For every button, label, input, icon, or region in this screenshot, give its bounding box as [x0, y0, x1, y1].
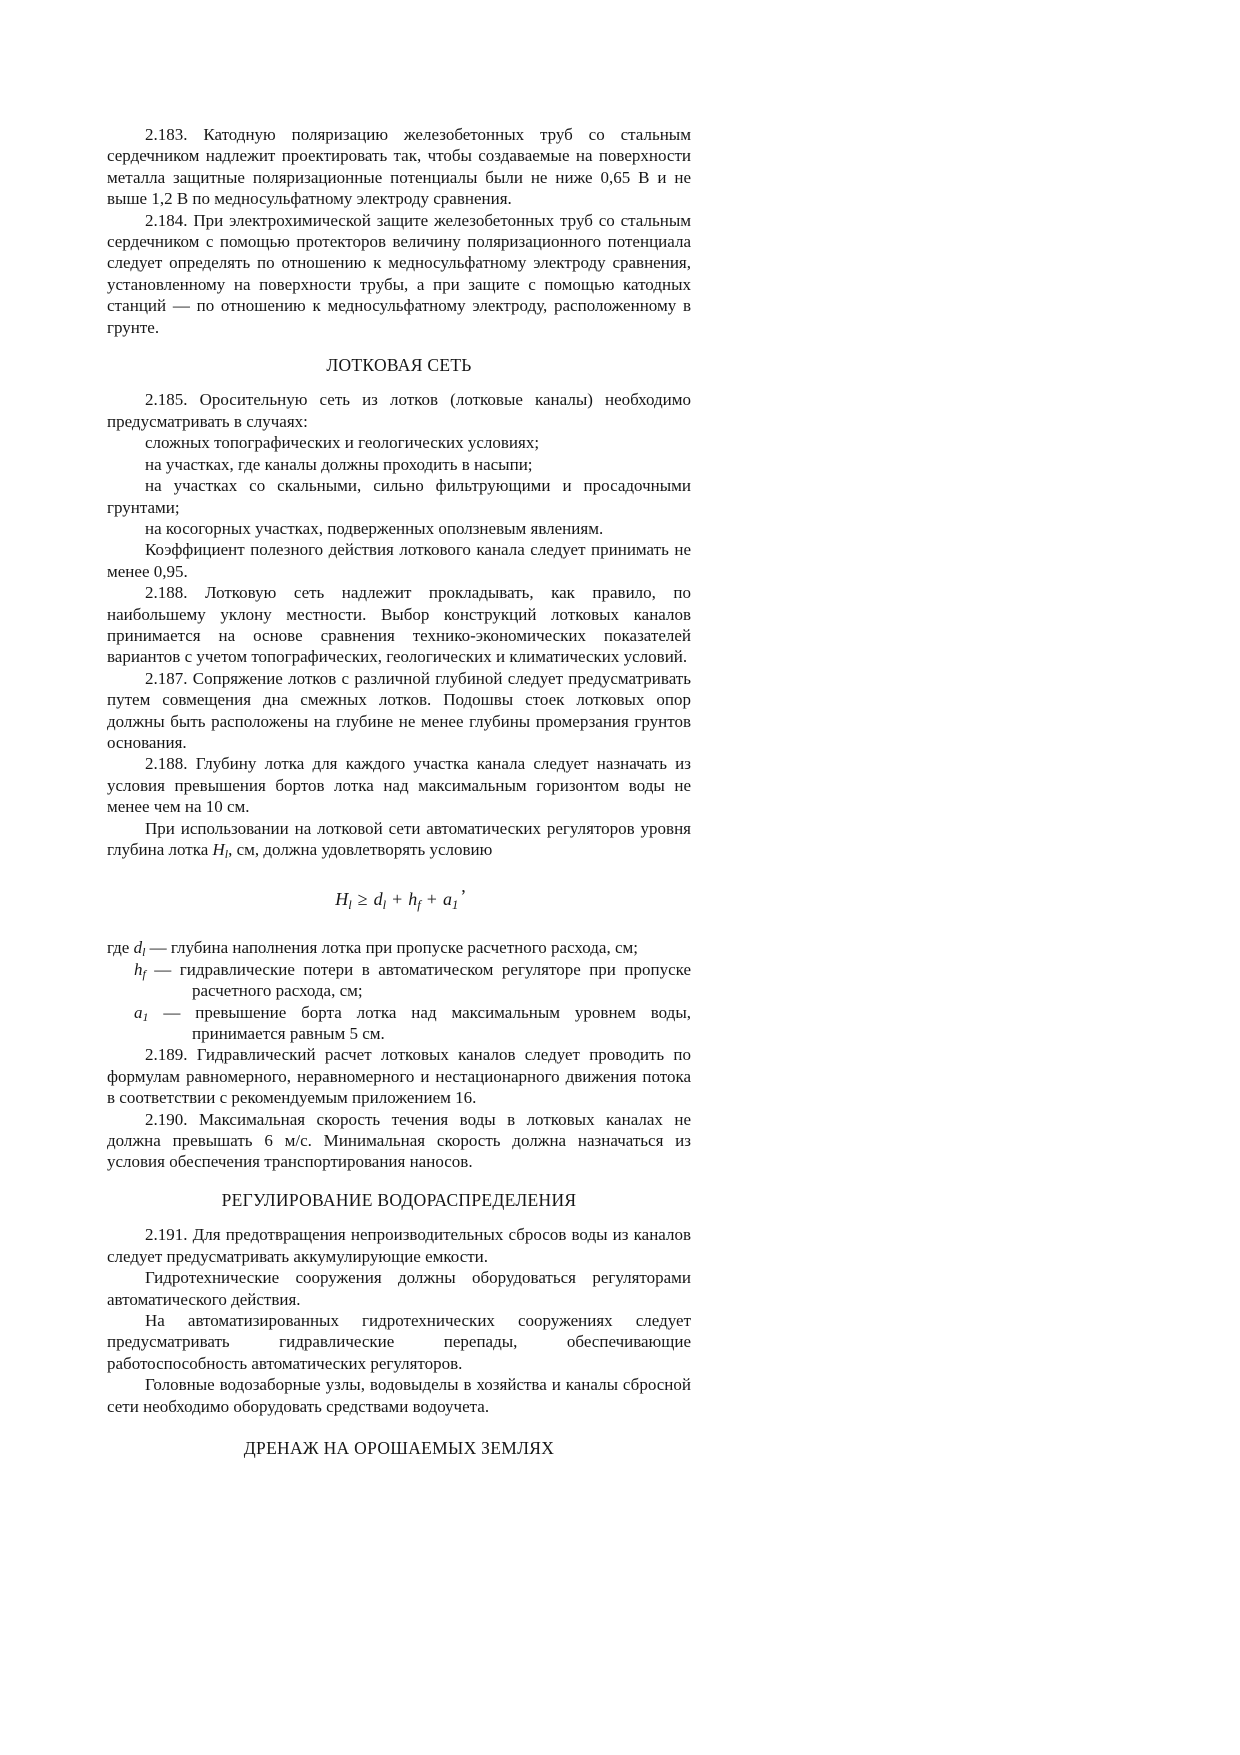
paragraph-2-187: 2.187. Сопряжение лотков с различной глубиной следует предусматривать путем совмещения дна смежных лотков. Подошвы стоек лотковых опор должны быть расположены на глубине не менее глубины промерзания грунтов основания. [107, 668, 691, 752]
math-subscript-l: l [142, 945, 146, 960]
formula-comma: , [461, 876, 466, 897]
math-var-h: h [134, 959, 143, 979]
paragraph-2-189: 2.189. Гидравлический расчет лотковых каналов следует проводить по формулам равномерного, неравномерного и нестационарного движения потока в соответствии с рекомендуемым приложением 16. [107, 1045, 691, 1108]
paragraph-2-184: 2.184. При электрохимической защите железобетонных труб со стальным сердечником с помощью протекторов величину поляризационного потенциала следует определять по отношению к медносульфатному электроду сравнения, установленному на поверхности трубы, а при защите с помощью катодных станций — по отношению к медносульфатному электроду, расположенному в грунте. [107, 210, 691, 337]
paragraph-2-190: 2.190. Максимальная скорость течения воды в лотковых каналах не должна превышать 6 м/с. Минимальная скорость должна назначаться из условия обеспечения транспортирования наносов. [107, 1109, 691, 1172]
paragraph-usage-condition [107, 818, 691, 861]
case-item-3: на участках со скальными, сильно фильтрующими и просадочными грунтами; [107, 476, 691, 517]
section-heading-drenazh: ДРЕНАЖ НА ОРОШАЕМЫХ ЗЕМЛЯХ [243, 1437, 555, 1458]
paragraph-avto: На автоматизированных гидротехнических сооружениях следует предусматривать гидравлические перепады, обеспечивающие работоспособность автоматических регуляторов. [107, 1310, 691, 1373]
definition-h [107, 959, 691, 1002]
math-var-a: a [134, 1002, 143, 1022]
paragraph-2-185: 2.185. Оросительную сеть из лотков (лотковые каналы) необходимо предусматривать в случаях: [107, 390, 691, 431]
definition-h-text: — гидравлические потери в автоматическом регуляторе при пропуске расчетного расхода, см; [145, 959, 691, 1001]
math-var-a: a [442, 889, 452, 910]
text-column [107, 124, 691, 1472]
math-operator-plus: + [426, 889, 437, 910]
math-subscript-1: 1 [142, 1009, 149, 1024]
math-var-d: d [133, 938, 143, 958]
math-var-d: d [373, 889, 383, 910]
definition-a-text: — превышение борта лотка над максимальным уровнем воды, принимается равным 5 см. [148, 1002, 691, 1044]
paragraph-2-188: 2.188. Глубину лотка для каждого участка канала следует назначать из условия превышения бортов лотка над максимальным горизонтом воды не менее чем на 10 см. [107, 754, 691, 817]
definition-d-text: — глубина наполнения лотка при пропуске расчетного расхода, см; [145, 938, 639, 958]
paragraph-2-186: 2.188. Лотковую сеть надлежит прокладывать, как правило, по наибольшему уклону местности. Выбор конструкций лотковых каналов принимается на основе сравнения технико-экономических показателей вариантов с учетом топографических, геологических и климатических условий. [107, 583, 691, 667]
section-heading-lotkovaya-set: ЛОТКОВАЯ СЕТЬ [326, 355, 472, 376]
case-item-1: сложных топографических и геологических условиях; [145, 433, 540, 453]
math-subscript-l: l [348, 897, 352, 912]
case-item-4: на косогорных участках, подверженных оползневым явлениям. [145, 518, 604, 538]
math-subscript-1: 1 [451, 897, 459, 912]
math-var-H: H [335, 889, 349, 910]
math-operator-ge: ≥ [357, 889, 368, 910]
math-var-H: H [212, 840, 225, 859]
formula-lot-depth [107, 876, 691, 912]
math-subscript-f: f [142, 966, 146, 981]
paragraph-usage-text-before: При использовании на лотковой сети автоматических регуляторов уровня глубина лотка [107, 818, 691, 859]
paragraph-golov: Головные водозаборные узлы, водовыделы в хозяйства и каналы сбросной сети необходимо оборудовать средствами водоучета. [107, 1375, 691, 1416]
math-var-h: h [408, 889, 418, 910]
definition-d-lead: где [107, 938, 134, 958]
paragraph-kpd: Коэффициент полезного действия лоткового канала следует принимать не менее 0,95. [107, 540, 691, 581]
section-heading-regulirovanie: РЕГУЛИРОВАНИЕ ВОДОРАСПРЕДЕЛЕНИЯ [221, 1189, 577, 1210]
definition-a [107, 1002, 691, 1045]
paragraph-2-191: 2.191. Для предотвращения непроизводительных сбросов воды из каналов следует предусматривать аккумулирующие емкости. [107, 1225, 691, 1266]
paragraph-usage-text-after: , см, должна удовлетворять условию [228, 840, 493, 859]
math-subscript-f: f [417, 897, 421, 912]
math-subscript-l: l [224, 846, 229, 861]
math-subscript-l: l [382, 897, 387, 912]
paragraph-2-183: 2.183. Катодную поляризацию железобетонных труб со стальным сердечником надлежит проектировать так, чтобы создаваемые на поверхности металла защитные поляризационные потенциалы были не ниже 0,65 В и не выше 1,2 В по медносульфатному электроду сравнения. [107, 125, 691, 209]
definition-d [107, 937, 691, 958]
math-operator-plus: + [392, 889, 403, 910]
paragraph-gidro: Гидротехнические сооружения должны оборудоваться регуляторами автоматического действия. [107, 1268, 691, 1309]
case-item-2: на участках, где каналы должны проходить в насыпи; [145, 454, 533, 474]
